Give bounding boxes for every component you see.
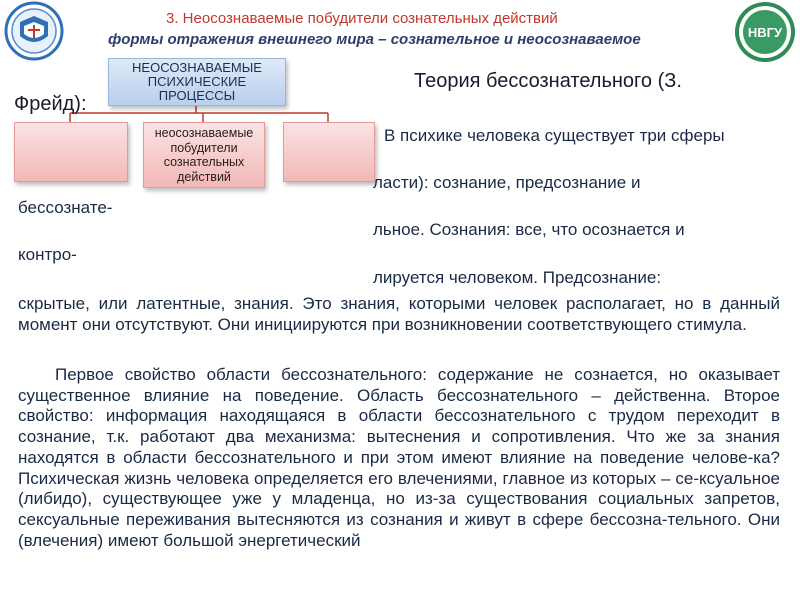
university-logo-right [728, 0, 800, 64]
diagram-top-box: НЕОСОЗНАВАЕМЫЕ ПСИХИЧЕСКИЕ ПРОЦЕССЫ [108, 58, 286, 106]
theory-title-continued: Фрейд): [14, 93, 87, 115]
header-title: 3. Неосознаваемые побудители сознательных действий [166, 10, 558, 27]
university-logo-left [0, 0, 72, 64]
logo-right-text: НВГУ [747, 25, 783, 40]
text-line: В психике человека существует три сферы [384, 126, 725, 145]
diagram-child-box-left [14, 122, 128, 182]
text-line: ласти): сознание, предсознание и [373, 173, 641, 192]
paragraph-2: Первое свойство области бессознательного: содержание не сознается, но оказывает существенное влияние на поведение. Область бессознательного – действенна. Второе свойство: информация находящаяся в области бессознательного с трудом переходит в сознание, т.к. работают два механизма: вытеснения и сопротивления. Что же за знания находятся в области бессознательного и при этом имеют влияние на поведение челове-ка? Психическая жизнь человека определяется его влечениями, главное из которых – се-ксуальное (либидо), существующее уже у младенца, но из-за существования социальных запретов, сексуальные переживания вытесняются из сознания и живут в сфере бессозна-тельного. Они (влечения) имеют большой энергетический [18, 365, 780, 550]
theory-title: Теория бессознательного (З. [414, 70, 682, 92]
header-subtitle: формы отражения внешнего мира – сознательное и неосознаваемое [108, 31, 641, 48]
diagram-child-box-middle: неосознаваемые побудители сознательных действий [143, 122, 265, 188]
text-line: льное. Сознания: все, что осознается и [373, 220, 685, 239]
paragraph-1: скрытые, или латентные, знания. Это знания, которыми человек располагает, но в данный момент они отсутствуют. Они инициируются при возникновении соответствующего стимула. [18, 294, 780, 334]
text-line: контро- [18, 245, 77, 264]
text-line: лируется человеком. Предсознание: [373, 268, 662, 287]
diagram-child-box-right [283, 122, 375, 182]
text-line: бессознате- [18, 198, 113, 217]
